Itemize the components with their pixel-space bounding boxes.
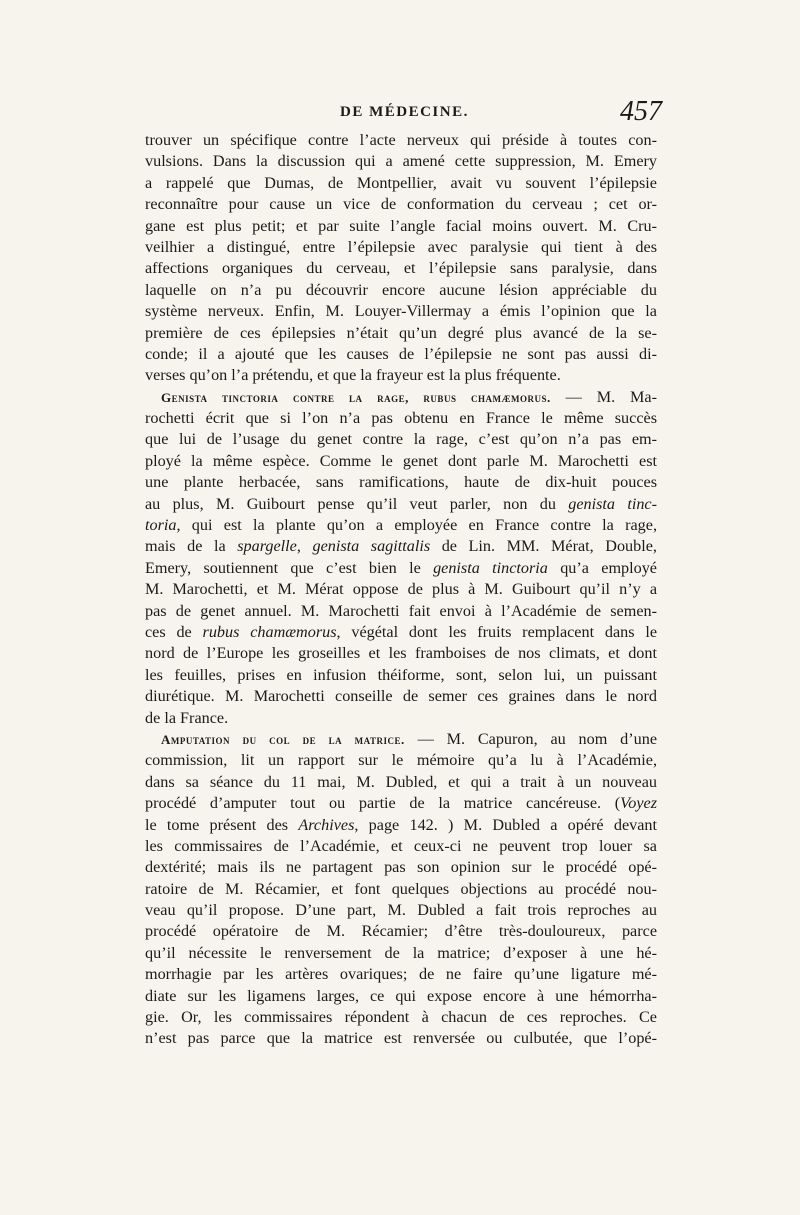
section-heading: Amputation du col de la matrice. [161, 731, 405, 747]
text-line: M. Marochetti, et M. Mérat oppose de plus à M. Guibourt qu’il n’y a [145, 580, 657, 599]
text-line: que lui de l’usage du genet contre la rage, c’est qu’on n’a pas em- [145, 430, 657, 449]
text-line: procédé d’amputer tout ou partie de la matrice cancéreuse. (Voyez [145, 794, 657, 813]
text-line: mais de la spargelle, genista sagittalis de Lin. MM. Mérat, Double, [145, 537, 657, 556]
text-line: verses qu’on l’a prétendu, et que la frayeur est la plus fréquente. [145, 366, 561, 385]
text-line: ces de rubus chamæmorus, végétal dont les fruits remplacent dans le [145, 622, 657, 641]
text-line: procédé opératoire de M. Récamier; d’être très-douloureux, parce [145, 922, 657, 941]
section-heading-line: Genista tinctoria contre la rage, rubus chamæmorus. — M. Ma- [161, 387, 657, 406]
text-line: a rappelé que Dumas, de Montpellier, avait vu souvent l’épilepsie [145, 173, 657, 192]
text-line: diate sur les ligamens larges, ce qui expose encore à une hémorrha- [145, 986, 657, 1005]
text-line: affections organiques du cerveau, et l’épilepsie sans paralysie, dans [145, 259, 657, 278]
text-line: nord de l’Europe les groseilles et les framboises de nos climats, et dont [145, 644, 657, 663]
text-line: dextérité; mais ils ne partagent pas son opinion sur le procédé opé- [145, 858, 657, 877]
text-line: diurétique. M. Marochetti conseille de semer ces graines dans le nord [145, 687, 657, 706]
text-line: pas de genet annuel. M. Marochetti fait envoi à l’Académie de semen- [145, 601, 657, 620]
text-line: veau qu’il propose. D’une part, M. Dubled a fait trois reproches au [145, 901, 657, 920]
text-line: les feuilles, prises en infusion théiforme, sont, selon lui, un puissant [145, 665, 657, 684]
text-line: gane est plus petit; et par suite l’angle facial moins ouvert. M. Cru- [145, 216, 657, 235]
text-line: Emery, soutiennent que c’est bien le genista tinctoria qu’a employé [145, 558, 657, 577]
text-line: n’est pas parce que la matrice est renversée ou culbutée, que l’opé- [145, 1029, 657, 1048]
text-line: au plus, M. Guibourt pense qu’il veut parler, non du genista tinc- [145, 494, 657, 513]
text-line: rochetti écrit que si l’on n’a pas obtenu en France le même succès [145, 409, 657, 428]
text-line: de la France. [145, 708, 229, 727]
text-line: reconnaître pour cause un vice de conformation du cerveau ; cet or- [145, 195, 657, 214]
text-body [145, 130, 657, 1050]
text-line: gie. Or, les commissaires répondent à chacun de ces reproches. Ce [145, 1008, 657, 1027]
section-heading-line: Amputation du col de la matrice. — M. Capuron, au nom d’une [161, 729, 657, 748]
text-line: toria, qui est la plante qu’on a employée en France contre la rage, [145, 516, 657, 535]
text-line: commission, lit un rapport sur le mémoire qu’a lu à l’Académie, [145, 751, 657, 770]
running-title: DE MÉDECINE. [340, 104, 469, 120]
text-line: vulsions. Dans la discussion qui a amené cette suppression, M. Emery [145, 152, 657, 171]
page-number: 457 [620, 96, 662, 127]
text-line: ratoire de M. Récamier, et font quelques objections au procédé nou- [145, 879, 657, 898]
section-heading: Genista tinctoria contre la rage, rubus chamæmorus. [161, 389, 551, 405]
text-line: dans sa séance du 11 mai, M. Dubled, et qui a trait à un nouveau [145, 772, 657, 791]
text-line: trouver un spécifique contre l’acte nerveux qui préside à toutes con- [145, 131, 657, 149]
text-line: veilhier a distingué, entre l’épilepsie avec paralysie qui tient à des [145, 237, 657, 256]
text-line: une plante herbacée, sans ramifications, haute de dix-huit pouces [145, 473, 657, 492]
text-line: première de ces épilepsies n’était qu’un degré plus avancé de la se- [145, 323, 657, 342]
text-line: les commissaires de l’Académie, et ceux-ci ne peuvent trop louer sa [145, 836, 657, 855]
text-line: ployé la même espèce. Comme le genet dont parle M. Marochetti est [145, 451, 657, 470]
text-line: morrhagie par les artères ovariques; de ne faire qu’une ligature mé- [145, 965, 657, 984]
text-line: système nerveux. Enfin, M. Louyer-Villermay a émis l’opinion que la [145, 302, 657, 321]
text-line: laquelle on n’a pu découvrir encore aucune lésion appréciable du [145, 280, 657, 299]
text-line: qu’il nécessite le renversement de la matrice; d’exposer à une hé- [145, 943, 657, 962]
text-line: conde; il a ajouté que les causes de l’épilepsie ne sont pas aussi di- [145, 344, 657, 363]
text-line: le tome présent des Archives, page 142. ) M. Dubled a opéré devant [145, 815, 657, 834]
